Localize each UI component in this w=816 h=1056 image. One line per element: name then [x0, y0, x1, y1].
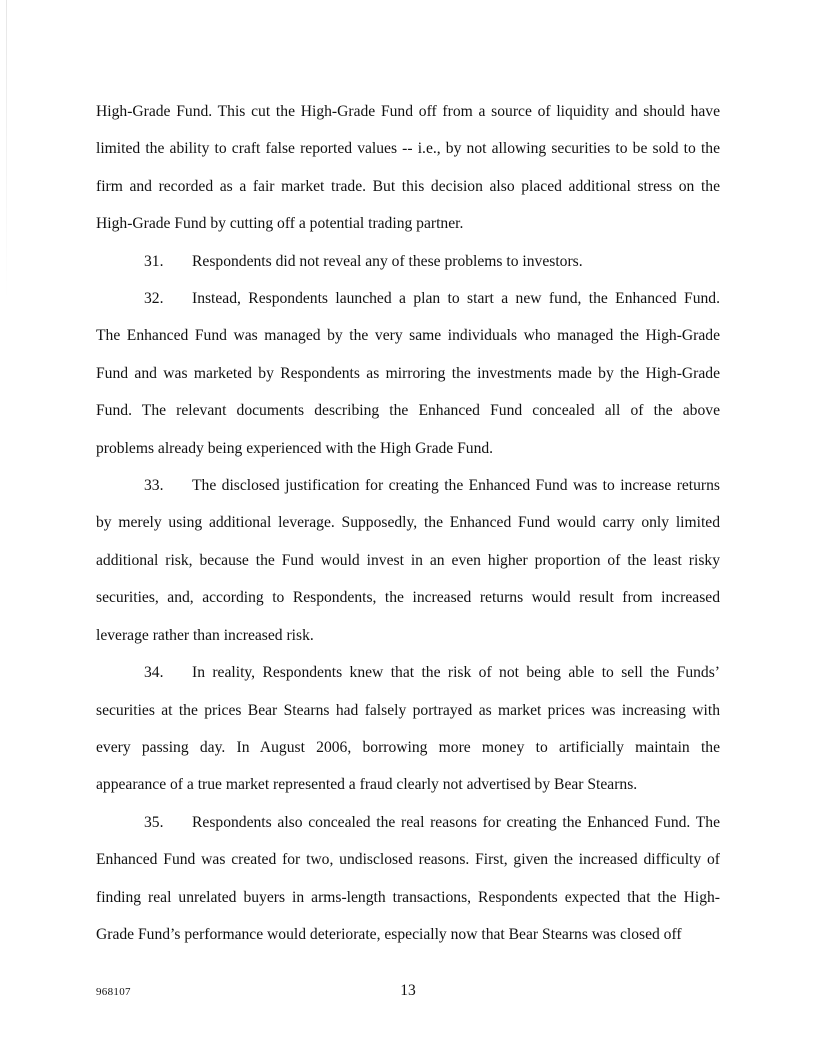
- text-line: [96, 654, 720, 691]
- text-line: Enhanced Fund was created for two, undisclosed reasons. First, given the increased difficulty of: [96, 851, 720, 869]
- text-line: problems already being experienced with the High Grade Fund.: [96, 439, 494, 457]
- text-line: High-Grade Fund. This cut the High-Grade Fund off from a source of liquidity and should have: [96, 103, 720, 120]
- text-line: [96, 280, 720, 317]
- page-number: 13: [400, 982, 416, 999]
- text-line: firm and recorded as a fair market trade. But this decision also placed additional stress on the: [96, 177, 720, 195]
- paragraph-text: In reality, Respondents knew that the risk of not being able to sell the Funds’: [192, 664, 720, 682]
- text-line: appearance of a true market represented a fraud clearly not advertised by Bear Stearns.: [96, 776, 638, 794]
- paragraph-number: 33.: [144, 477, 164, 495]
- numbered-paragraph: [96, 280, 720, 467]
- paragraph-text: Respondents also concealed the real reasons for creating the Enhanced Fund. The: [192, 813, 720, 831]
- text-line: every passing day. In August 2006, borrowing more money to artificially maintain the: [96, 738, 720, 756]
- text-line: limited the ability to craft false reported values -- i.e., by not allowing securities to be sold to the: [96, 140, 720, 158]
- paragraph-text: The disclosed justification for creating the Enhanced Fund was to increase returns: [192, 477, 720, 495]
- text-line: Fund. The relevant documents describing the Enhanced Fund concealed all of the above: [96, 402, 720, 420]
- numbered-paragraph: [96, 467, 720, 654]
- text-line: High-Grade Fund by cutting off a potential trading partner.: [96, 215, 464, 233]
- paragraph-number: 35.: [144, 813, 164, 831]
- text-line: securities, and, according to Respondents, the increased returns would result from increased: [96, 589, 720, 607]
- paragraph-number: 31.: [144, 252, 164, 270]
- text-line: finding real unrelated buyers in arms-length transactions, Respondents expected that the High-: [96, 888, 720, 906]
- numbered-paragraph: [96, 654, 720, 804]
- paragraph-text: Instead, Respondents launched a plan to start a new fund, the Enhanced Fund.: [192, 290, 720, 308]
- scan-edge-decoration: [6, 0, 7, 300]
- continuation-paragraph: [96, 93, 720, 243]
- text-line: [96, 804, 720, 841]
- document-body: [96, 93, 720, 953]
- text-line: Fund and was marketed by Respondents as mirroring the investments made by the High-Grade: [96, 364, 720, 382]
- numbered-paragraph: [96, 804, 720, 954]
- paragraph-number: 34.: [144, 664, 164, 682]
- document-id: 968107: [96, 986, 131, 998]
- text-line: securities at the prices Bear Stearns had falsely portrayed as market prices was increasing with: [96, 701, 720, 719]
- text-line: leverage rather than increased risk.: [96, 626, 314, 644]
- paragraph-text: Respondents did not reveal any of these problems to investors.: [192, 252, 583, 270]
- text-line: The Enhanced Fund was managed by the very same individuals who managed the High-Grade: [96, 327, 720, 345]
- paragraph-number: 32.: [144, 290, 164, 308]
- text-line: [96, 243, 720, 280]
- numbered-paragraph: [96, 243, 720, 280]
- text-line: by merely using additional leverage. Supposedly, the Enhanced Fund would carry only limited: [96, 514, 720, 532]
- text-line: additional risk, because the Fund would invest in an even higher proportion of the least risky: [96, 551, 720, 569]
- text-line: [96, 467, 720, 504]
- text-line: Grade Fund’s performance would deteriorate, especially now that Bear Stearns was closed off: [96, 925, 682, 943]
